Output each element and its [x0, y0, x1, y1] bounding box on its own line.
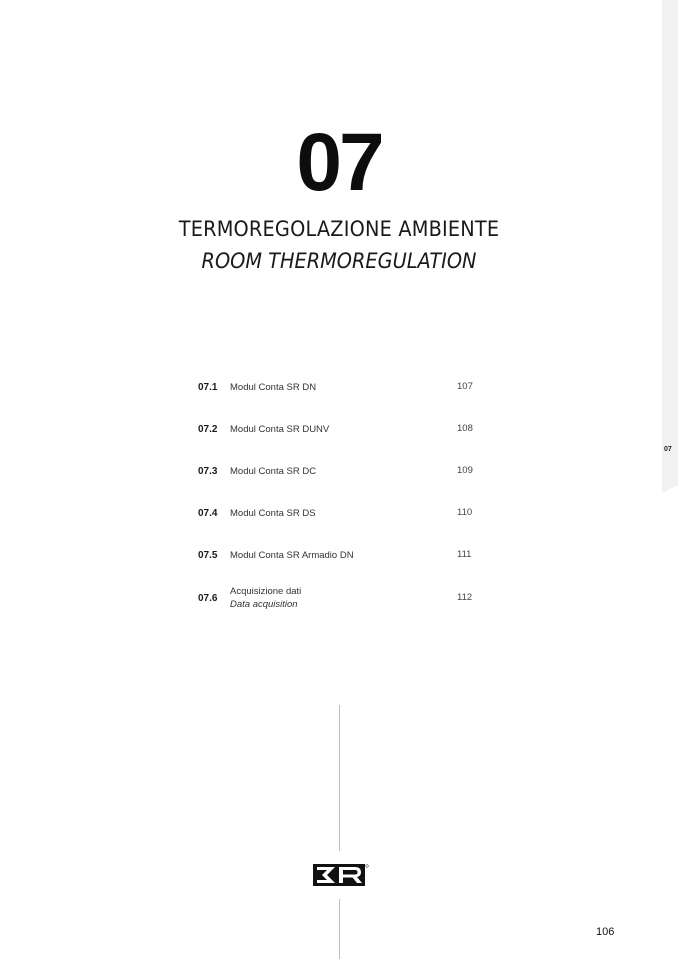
toc-item-page: 111: [457, 549, 472, 560]
toc-item-title: Modul Conta SR Armadio DN: [230, 550, 354, 561]
toc-item-number: 07.6: [198, 593, 218, 604]
toc-item-page: 107: [457, 381, 473, 392]
toc-item-number: 07.5: [198, 550, 218, 561]
side-tab-label: 07: [664, 446, 672, 453]
toc-item-title: Modul Conta SR DS: [230, 508, 316, 519]
toc-item-title: Modul Conta SR DUNV: [230, 424, 330, 435]
toc-item-title: Acquisizione dati: [230, 586, 302, 597]
toc-item-page: 109: [457, 465, 473, 476]
chapter-title-italian: TERMOREGOLAZIONE AMBIENTE: [178, 217, 500, 241]
divider-line-bottom: [339, 899, 340, 959]
toc-item[interactable]: [198, 508, 488, 524]
toc-item-title: Modul Conta SR DN: [230, 382, 317, 393]
chapter-side-tab: [662, 0, 678, 492]
toc-item-number: 07.2: [198, 424, 218, 435]
toc-item-number: 07.3: [198, 466, 218, 477]
toc-item-subtitle: Data acquisition: [230, 599, 298, 610]
toc-item-page: 112: [457, 592, 473, 603]
toc-item-title: Modul Conta SR DC: [230, 466, 317, 477]
divider-line-top: [339, 705, 340, 851]
chapter-title-english: ROOM THERMOREGULATION: [201, 249, 477, 273]
toc-item-number: 07.1: [198, 382, 218, 393]
toc-item[interactable]: [198, 466, 488, 482]
toc-item[interactable]: [198, 382, 488, 398]
toc-item[interactable]: [198, 424, 488, 440]
toc-item[interactable]: [198, 550, 488, 566]
chapter-number: 07: [296, 117, 382, 208]
toc-item-page: 110: [457, 507, 473, 518]
page-number: 106: [596, 926, 615, 938]
toc-item[interactable]: [198, 586, 488, 616]
toc-item-page: 108: [457, 423, 473, 434]
toc-item-number: 07.4: [198, 508, 218, 519]
sr-logo: [313, 863, 369, 887]
